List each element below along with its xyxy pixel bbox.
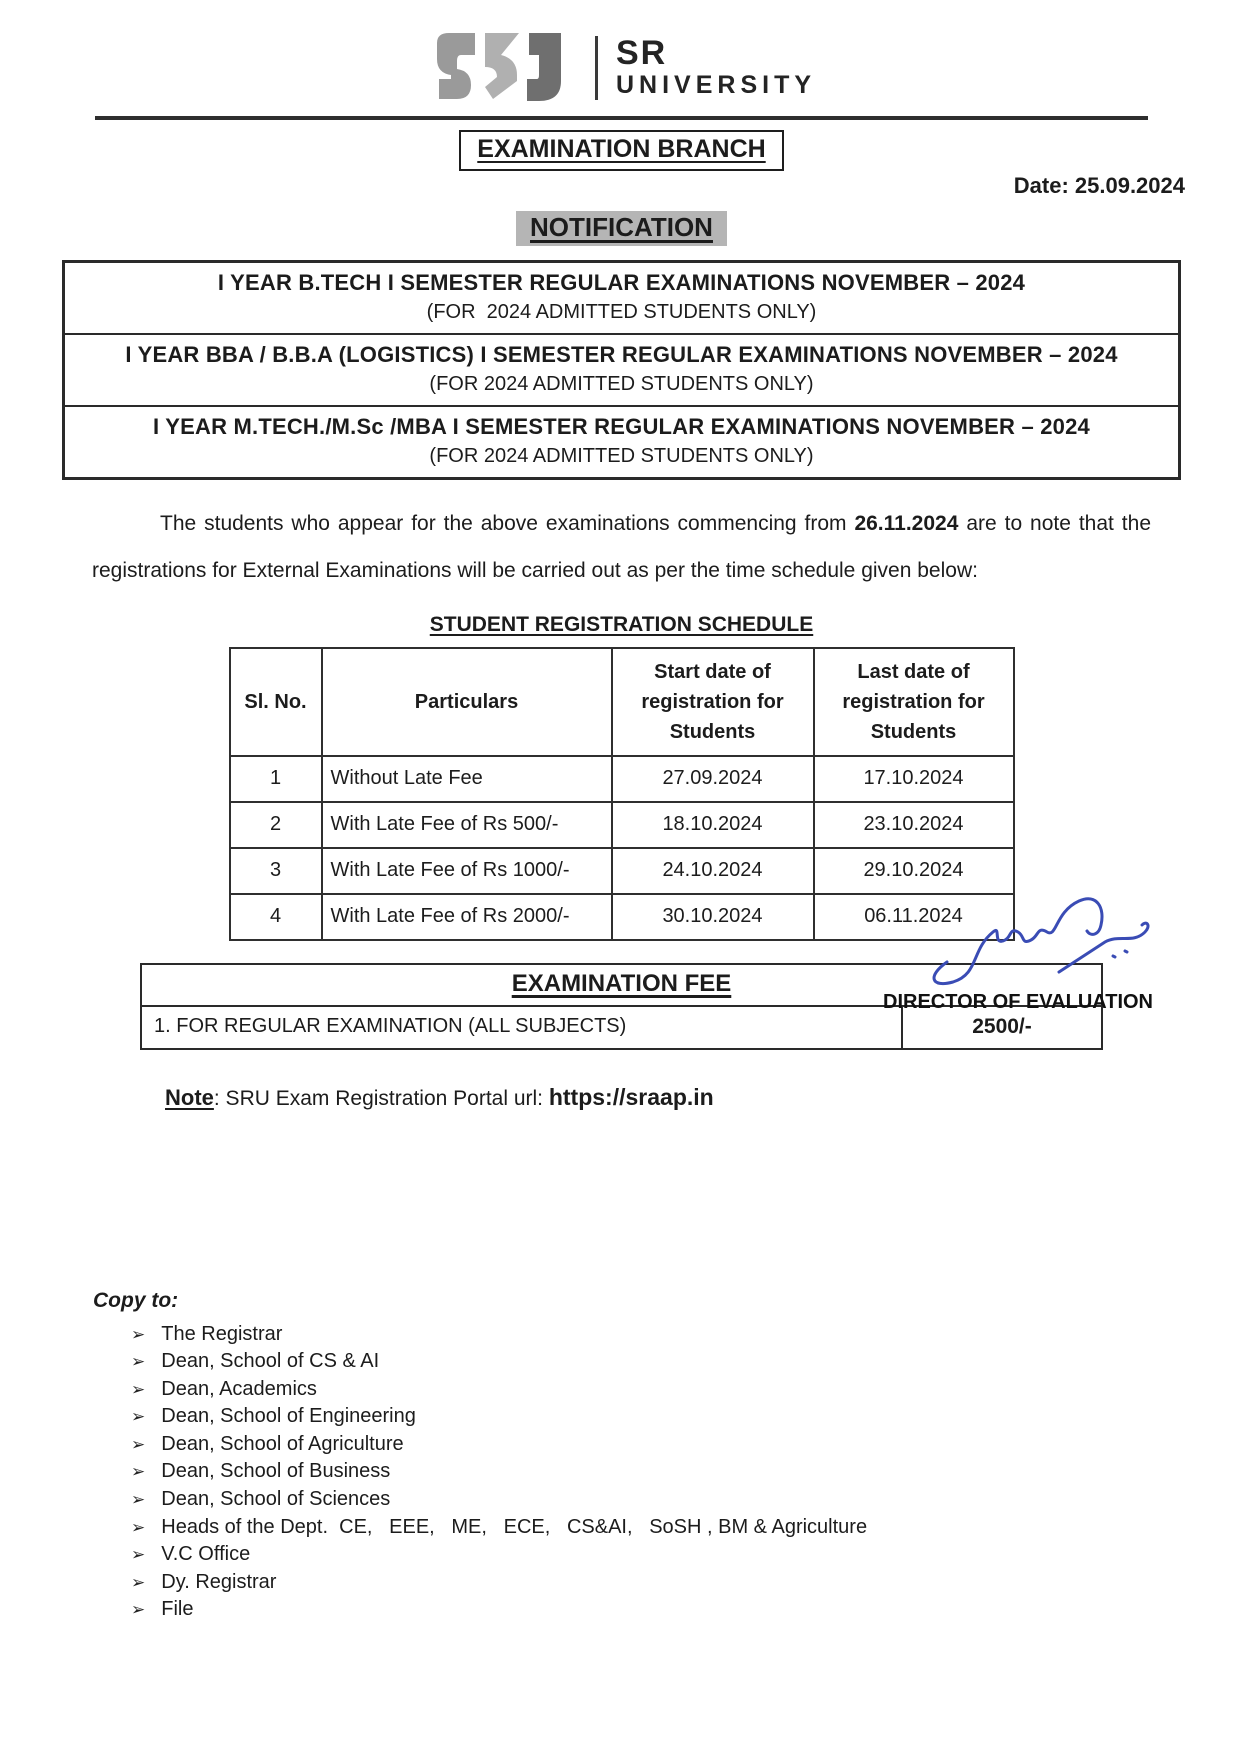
copy-to-list: [93, 1321, 1243, 1625]
fee-label: 1. FOR REGULAR EXAMINATION (ALL SUBJECTS): [142, 1007, 903, 1048]
cell-particulars: With Late Fee of Rs 2000/-: [322, 894, 612, 940]
arrow-bullet-icon: ➢: [131, 1352, 146, 1372]
examination-branch-title: EXAMINATION BRANCH: [459, 130, 783, 171]
cell-sl-no: 2: [230, 802, 322, 848]
cell-particulars: With Late Fee of Rs 1000/-: [322, 848, 612, 894]
cell-last-date: 29.10.2024: [814, 848, 1014, 894]
cell-start-date: 18.10.2024: [612, 802, 814, 848]
col-header-last-date: Last date of registration for Students: [814, 648, 1014, 756]
intro-text-1: The students who appear for the above examinations commencing from: [160, 512, 855, 535]
cell-particulars: Without Late Fee: [322, 756, 612, 802]
announcement-row-mtech: [65, 407, 1178, 477]
arrow-bullet-icon: ➢: [131, 1517, 146, 1537]
intro-text-2: are to note that the registrations for External Examinations will be carried out as per the time schedule given below:: [92, 512, 1151, 583]
table-row: [230, 848, 1014, 894]
exam-announcements-table: [62, 260, 1181, 480]
intro-commencing-date: 26.11.2024: [854, 512, 959, 535]
cell-sl-no: 4: [230, 894, 322, 940]
list-item: ➢ Dean, Academics: [131, 1377, 317, 1400]
table-row: [230, 756, 1014, 802]
schedule-header-row: [230, 648, 1014, 756]
copy-to-section: [93, 1289, 1243, 1625]
announcement-subtitle: (FOR 2024 ADMITTED STUDENTS ONLY): [429, 373, 814, 395]
arrow-bullet-icon: ➢: [131, 1434, 146, 1454]
copy-to-label: Copy to:: [93, 1288, 179, 1312]
announcement-subtitle: (FOR 2024 ADMITTED STUDENTS ONLY): [429, 445, 814, 467]
announcement-title: I YEAR M.TECH./M.Sc /MBA I SEMESTER REGULAR EXAMINATIONS NOVEMBER – 2024: [153, 414, 1090, 439]
arrow-bullet-icon: ➢: [131, 1407, 146, 1427]
list-item: ➢ Dy. Registrar: [131, 1570, 277, 1593]
registration-schedule-heading: STUDENT REGISTRATION SCHEDULE: [429, 612, 814, 636]
list-item: ➢ Dean, School of Business: [131, 1460, 391, 1483]
intro-paragraph: [92, 500, 1151, 595]
arrow-bullet-icon: ➢: [131, 1462, 146, 1482]
logo-divider: [595, 36, 598, 100]
col-header-particulars: Particulars: [322, 648, 612, 756]
announcement-title: I YEAR B.TECH I SEMESTER REGULAR EXAMINATIONS NOVEMBER – 2024: [217, 270, 1026, 295]
list-item: ➢ Dean, School of Sciences: [131, 1488, 391, 1511]
logo-text-sr: SR: [615, 33, 668, 72]
announcement-subtitle: (FOR 2024 ADMITTED STUDENTS ONLY): [426, 301, 817, 323]
list-item: ➢ The Registrar: [131, 1322, 283, 1345]
signature-ink: [913, 892, 1163, 992]
cell-last-date: 06.11.2024: [814, 894, 1014, 940]
cell-last-date: 23.10.2024: [814, 802, 1014, 848]
notification-heading: NOTIFICATION: [516, 211, 727, 246]
announcement-row-btech: [65, 263, 1178, 335]
cell-start-date: 30.10.2024: [612, 894, 814, 940]
university-logo: [0, 26, 1243, 110]
list-item: ➢ V.C Office: [131, 1543, 251, 1566]
col-header-start-date: Start date of registration for Students: [612, 648, 814, 756]
list-item: ➢ File: [131, 1598, 194, 1621]
logo-text-university: UNIVERSITY: [615, 71, 817, 100]
table-row: [230, 802, 1014, 848]
logo-wordmark: [615, 33, 817, 100]
document-date: Date: 25.09.2024: [1013, 173, 1185, 198]
list-item: ➢ Dean, School of Engineering: [131, 1405, 416, 1428]
fee-amount: 2500/-: [972, 1015, 1032, 1038]
arrow-bullet-icon: ➢: [131, 1545, 146, 1565]
header-rule: [95, 116, 1148, 120]
cell-start-date: 24.10.2024: [612, 848, 814, 894]
signatory-title: DIRECTOR OF EVALUATION: [883, 991, 1153, 1013]
cell-start-date: 27.09.2024: [612, 756, 814, 802]
arrow-bullet-icon: ➢: [131, 1490, 146, 1510]
arrow-bullet-icon: ➢: [131, 1600, 146, 1620]
cell-sl-no: 3: [230, 848, 322, 894]
list-item: ➢ Dean, School of Agriculture: [131, 1432, 404, 1455]
list-item: ➢ Dean, School of CS & AI: [131, 1350, 380, 1373]
col-header-sl-no: Sl. No.: [230, 648, 322, 756]
note-label: Note: [165, 1084, 214, 1110]
examination-fee-heading: EXAMINATION FEE: [511, 969, 732, 997]
arrow-bullet-icon: ➢: [131, 1379, 146, 1399]
cell-sl-no: 1: [230, 756, 322, 802]
cell-last-date: 17.10.2024: [814, 756, 1014, 802]
cell-particulars: With Late Fee of Rs 500/-: [322, 802, 612, 848]
note-line: [165, 1084, 1243, 1111]
signature-block: [853, 892, 1183, 1014]
portal-url[interactable]: https://sraap.in: [548, 1083, 714, 1110]
list-item: ➢ Heads of the Dept. CE, EEE, ME, ECE, CS&AI, SoSH , BM & Agriculture: [131, 1515, 868, 1538]
arrow-bullet-icon: ➢: [131, 1572, 146, 1592]
arrow-bullet-icon: ➢: [131, 1324, 146, 1344]
announcement-title: I YEAR BBA / B.B.A (LOGISTICS) I SEMESTER REGULAR EXAMINATIONS NOVEMBER – 2024: [125, 342, 1118, 367]
sru-logo-mark-icon: [427, 29, 577, 107]
announcement-row-bba: [65, 335, 1178, 407]
note-text: : SRU Exam Registration Portal url:: [213, 1086, 549, 1110]
